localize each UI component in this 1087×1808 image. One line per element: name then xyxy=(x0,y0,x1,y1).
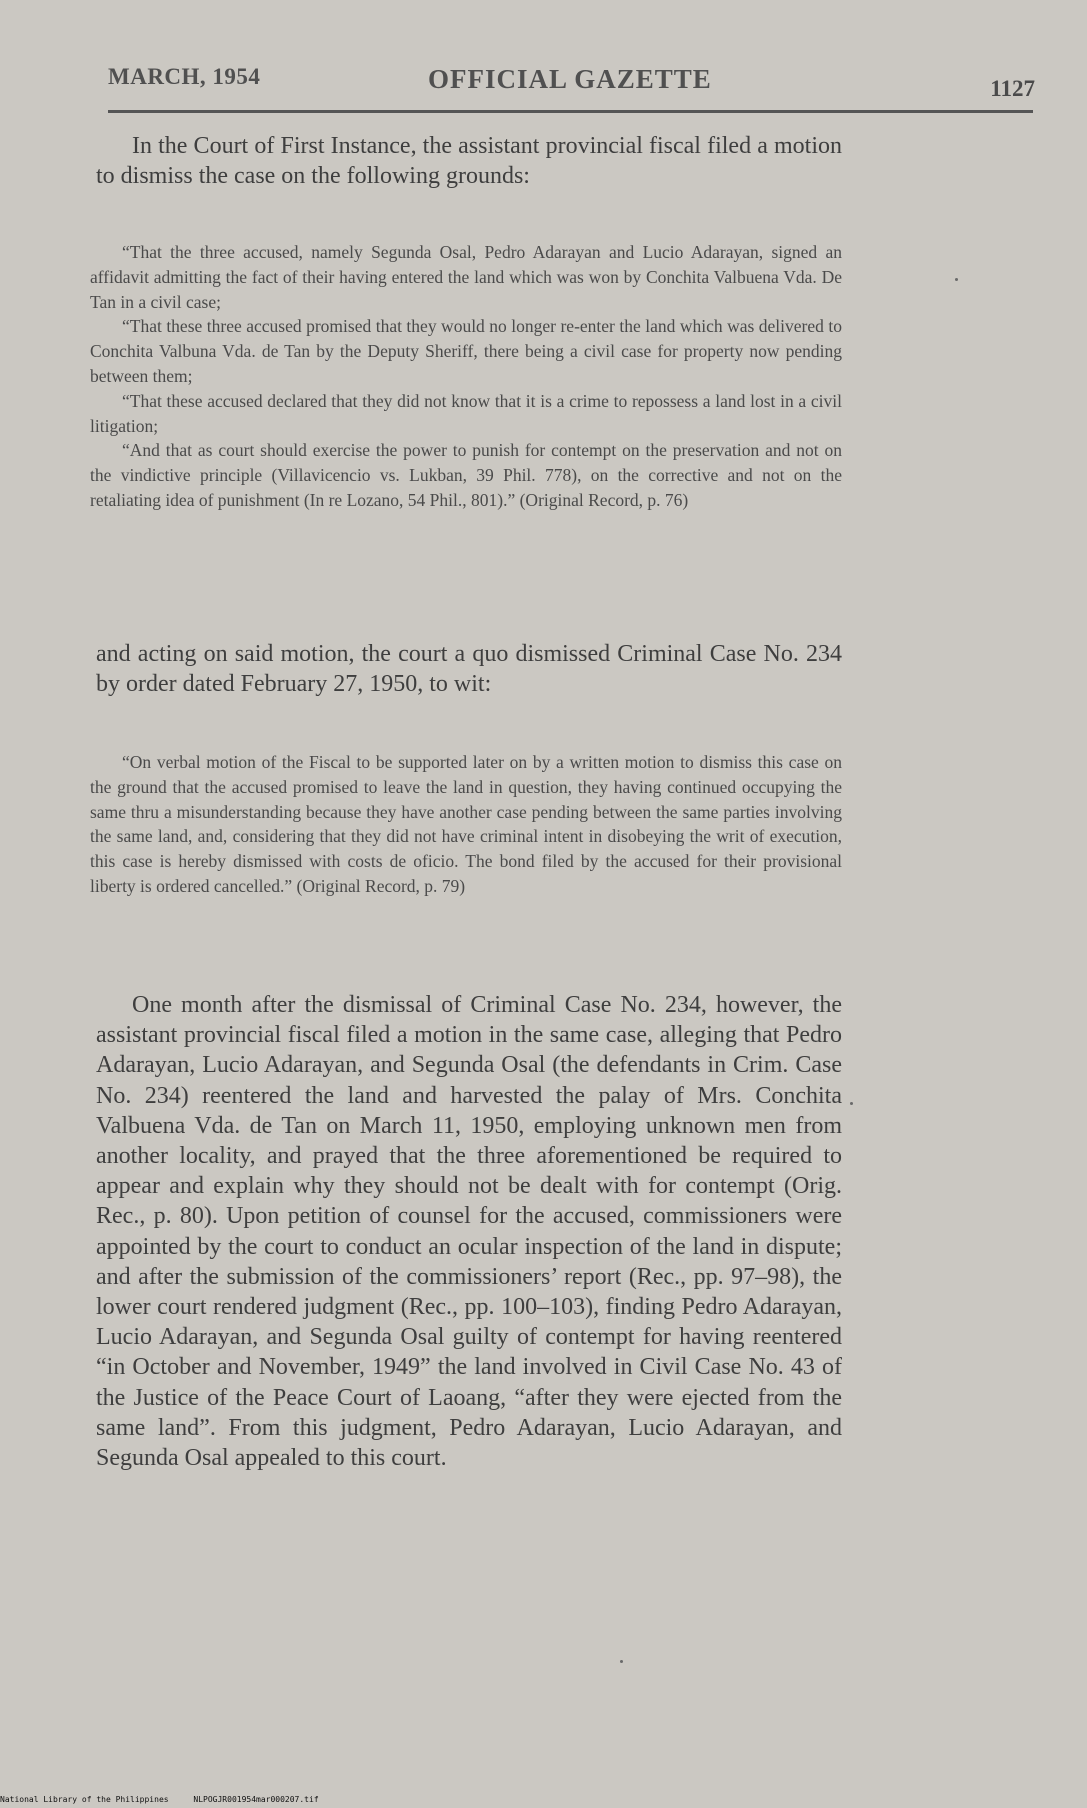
quote-ground-2: “That these three accused promised that they would no longer re-enter the land which was delivered to Conchita Valbuna Vda. de Tan by the Deputy Sheriff, there being a civil case for property now pending between them; xyxy=(90,316,842,386)
footer-filename: NLPOGJR001954mar000207.tif xyxy=(193,1795,319,1804)
intro-paragraph: In the Court of First Instance, the assistant provincial fiscal filed a motion to dismiss the case on the following grounds: xyxy=(96,133,842,189)
scan-footer xyxy=(0,1795,339,1804)
scan-speck xyxy=(850,1102,853,1105)
page-header xyxy=(108,64,1033,113)
header-title: OFFICIAL GAZETTE xyxy=(428,64,712,94)
middle-paragraph: and acting on said motion, the court a quo dismissed Criminal Case No. 234 by order dated February 27, 1950, to wit: xyxy=(96,641,842,697)
header-date: MARCH, 1954 xyxy=(108,64,261,89)
header-page-number: 1127 xyxy=(990,76,1035,101)
block-quote-order xyxy=(90,750,842,899)
quote-ground-3: “That these accused declared that they did not know that it is a crime to repossess a land lost in a civil litigation; xyxy=(90,390,842,436)
footer-source: National Library of the Philippines xyxy=(0,1795,169,1804)
scan-speck xyxy=(620,1660,623,1663)
block-quote-grounds xyxy=(90,240,842,513)
quote-ground-4: “And that as court should exercise the power to punish for contempt on the preservation and not on the vindictive principle (Villavicencio vs. Lukban, 39 Phil. 778), on the corrective and not on the retaliating idea of punishment (In re Lozano, 54 Phil., 801).” (Original Record, p. 76) xyxy=(90,440,842,510)
final-paragraph: One month after the dismissal of Criminal Case No. 234, however, the assistant provincial fiscal filed a motion in the same case, alleging that Pedro Adarayan, Lucio Adarayan, and Segunda Osal (the defendants in Crim. Case No. 234) reentered the land and harvested the palay of Mrs. Conchita Valbuena Vda. de Tan on March 11, 1950, employing unknown men from another locality, and prayed that the three aforementioned be required to appear and explain why they should not be dealt with for contempt (Orig. Rec., p. 80). Upon petition of counsel for the accused, commissioners were appointed by the court to conduct an ocular inspection of the land in dispute; and after the submission of the commissioners’ report (Rec., pp. 97–98), the lower court rendered judgment (Rec., pp. 100–103), finding Pedro Adarayan, Lucio Adarayan, and Segunda Osal guilty of contempt for having reentered “in October and November, 1949” the land involved in Civil Case No. 43 of the Justice of the Peace Court of Laoang, “after they were ejected from the same land”. From this judgment, Pedro Adarayan, Lucio Adarayan, and Segunda Osal appealed to this court. xyxy=(96,992,842,1472)
quote-ground-1: “That the three accused, namely Segunda Osal, Pedro Adarayan and Lucio Adarayan, signed an affidavit admitting the fact of their having entered the land which was won by Conchita Valbuena Vda. De Tan in a civil case; xyxy=(90,242,842,312)
scan-speck xyxy=(955,278,958,281)
quote-order-text: “On verbal motion of the Fiscal to be supported later on by a written motion to dismiss this case on the ground that the accused promised to leave the land in question, they having continued occupying the same thru a misunderstanding because they have another case pending between the same parties involving the same land, and, considering that they did not have criminal intent in disobeying the writ of execution, this case is hereby dismissed with costs de oficio. The bond filed by the accused for their provisional liberty is ordered cancelled.” (Original Record, p. 79) xyxy=(90,752,842,896)
